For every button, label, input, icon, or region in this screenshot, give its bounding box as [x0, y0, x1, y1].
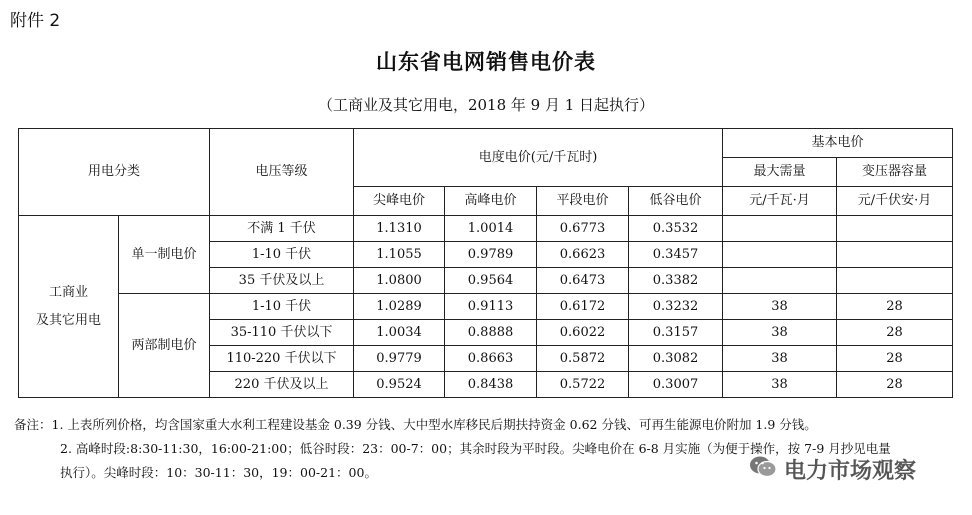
valley-price-cell: 0.3232 — [629, 294, 723, 320]
sharp-price-cell: 1.0800 — [354, 268, 445, 294]
header-max-demand-unit: 元/千瓦·月 — [723, 187, 837, 216]
max-demand-cell — [723, 242, 837, 268]
voltage-cell: 1-10 千伏 — [210, 294, 354, 320]
voltage-cell: 110-220 千伏以下 — [210, 346, 354, 372]
flat-price-cell: 0.5722 — [537, 372, 629, 398]
capacity-cell: 28 — [837, 372, 953, 398]
flat-price-cell: 0.5872 — [537, 346, 629, 372]
header-basic-price: 基本电价 — [723, 129, 953, 158]
header-valley: 低谷电价 — [629, 187, 723, 216]
header-voltage: 电压等级 — [210, 129, 354, 216]
peak-price-cell: 0.9564 — [445, 268, 537, 294]
attachment-label: 附件 2 — [10, 11, 61, 31]
max-demand-cell: 38 — [723, 372, 837, 398]
max-demand-cell — [723, 268, 837, 294]
note-line-3: 执行）。尖峰时段：10：30-11：30，19：00-21：00。 — [60, 465, 377, 480]
category-line-2: 及其它用电 — [35, 312, 101, 328]
flat-price-cell: 0.6623 — [537, 242, 629, 268]
header-transformer-unit: 元/千伏安·月 — [837, 187, 953, 216]
flat-price-cell: 0.6773 — [537, 216, 629, 242]
max-demand-cell: 38 — [723, 320, 837, 346]
category-cell — [19, 216, 119, 398]
capacity-cell — [837, 216, 953, 242]
wechat-icon — [748, 454, 778, 484]
max-demand-cell: 38 — [723, 294, 837, 320]
max-demand-cell: 38 — [723, 346, 837, 372]
peak-price-cell: 1.0014 — [445, 216, 537, 242]
valley-price-cell: 0.3382 — [629, 268, 723, 294]
voltage-cell: 220 千伏及以上 — [210, 372, 354, 398]
header-peak: 高峰电价 — [445, 187, 537, 216]
single-system-label: 单一制电价 — [119, 216, 210, 294]
header-max-demand: 最大需量 — [723, 158, 837, 187]
header-sharp-peak: 尖峰电价 — [354, 187, 445, 216]
peak-price-cell: 0.8663 — [445, 346, 537, 372]
header-transformer-capacity: 变压器容量 — [837, 158, 953, 187]
capacity-cell: 28 — [837, 294, 953, 320]
valley-price-cell: 0.3082 — [629, 346, 723, 372]
peak-price-cell: 0.9789 — [445, 242, 537, 268]
note-line-2: 2. 高峰时段:8:30-11:30，16:00-21:00；低谷时段：23：00-7：00；其余时段为平时段。尖峰电价在 6-8 月实施（为便于操作，按 7-9 月抄见电量 — [60, 441, 891, 456]
valley-price-cell: 0.3532 — [629, 216, 723, 242]
note-line-1: 备注：1. 上表所列价格，均含国家重大水利工程建设基金 0.39 分钱、大中型水库移民后期扶持资金 0.62 分钱、可再生能源电价附加 1.9 分钱。 — [14, 417, 817, 432]
peak-price-cell: 0.9113 — [445, 294, 537, 320]
valley-price-cell: 0.3007 — [629, 372, 723, 398]
flat-price-cell: 0.6172 — [537, 294, 629, 320]
sharp-price-cell: 1.1310 — [354, 216, 445, 242]
tariff-table — [18, 128, 953, 398]
flat-price-cell: 0.6473 — [537, 268, 629, 294]
sharp-price-cell: 1.0034 — [354, 320, 445, 346]
table-row — [19, 216, 953, 242]
voltage-cell: 1-10 千伏 — [210, 242, 354, 268]
flat-price-cell: 0.6022 — [537, 320, 629, 346]
page-title: 山东省电网销售电价表 — [376, 50, 596, 74]
valley-price-cell: 0.3457 — [629, 242, 723, 268]
capacity-cell: 28 — [837, 346, 953, 372]
capacity-cell: 28 — [837, 320, 953, 346]
voltage-cell: 35 千伏及以上 — [210, 268, 354, 294]
valley-price-cell: 0.3157 — [629, 320, 723, 346]
sharp-price-cell: 0.9524 — [354, 372, 445, 398]
header-category: 用电分类 — [19, 129, 210, 216]
voltage-cell: 不满 1 千伏 — [210, 216, 354, 242]
capacity-cell — [837, 242, 953, 268]
two-part-system-label: 两部制电价 — [119, 294, 210, 398]
table-row — [19, 294, 953, 320]
page-subtitle: （工商业及其它用电，2018 年 9 月 1 日起执行） — [317, 96, 655, 114]
watermark-text: 电力市场观察 — [784, 458, 917, 484]
watermark — [748, 454, 916, 484]
max-demand-cell — [723, 216, 837, 242]
peak-price-cell: 0.8438 — [445, 372, 537, 398]
header-flat: 平段电价 — [537, 187, 629, 216]
sharp-price-cell: 1.1055 — [354, 242, 445, 268]
header-energy-price: 电度电价(元/千瓦时) — [354, 129, 723, 187]
category-line-1: 工商业 — [48, 284, 88, 300]
sharp-price-cell: 1.0289 — [354, 294, 445, 320]
peak-price-cell: 0.8888 — [445, 320, 537, 346]
voltage-cell: 35-110 千伏以下 — [210, 320, 354, 346]
sharp-price-cell: 0.9779 — [354, 346, 445, 372]
capacity-cell — [837, 268, 953, 294]
